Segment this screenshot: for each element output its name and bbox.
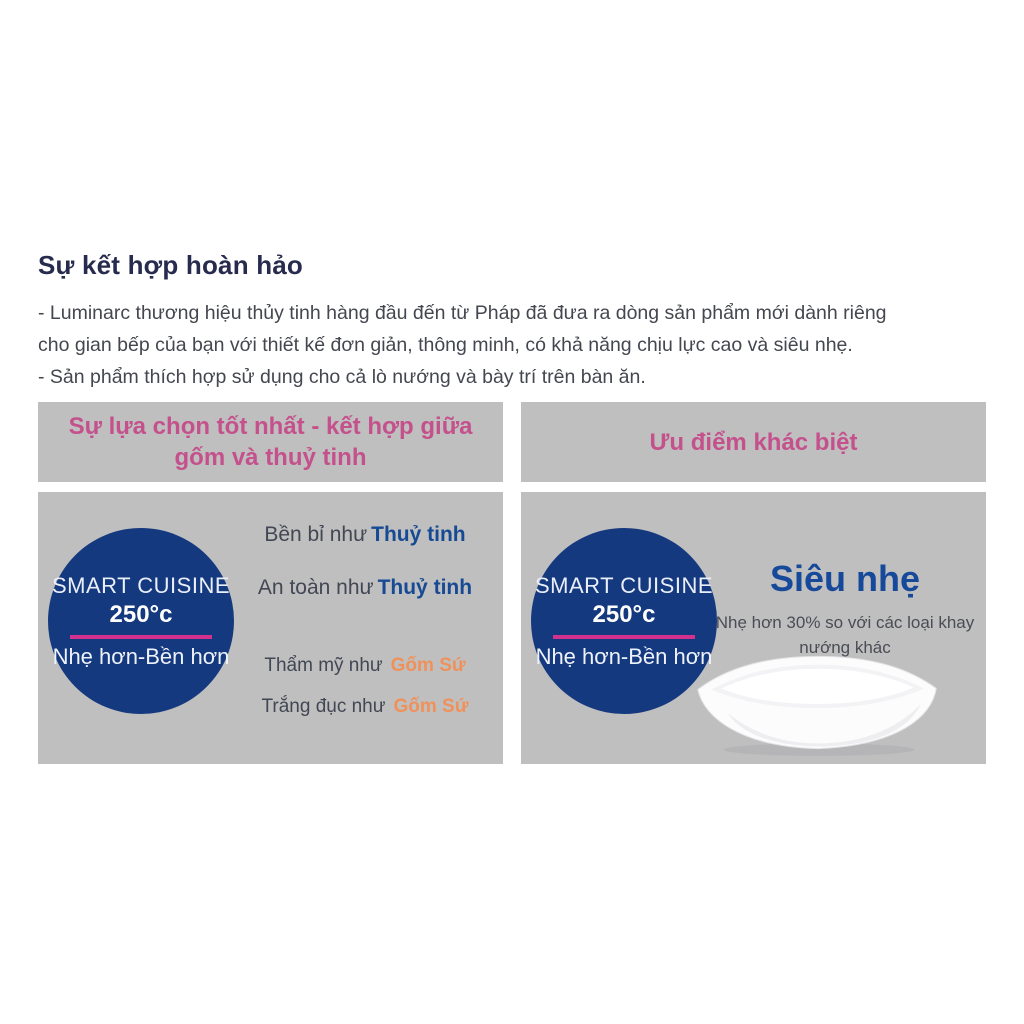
feature-prefix: Thẩm mỹ như: [264, 655, 383, 676]
badge-tagline: Nhẹ hơn-Bền hơn: [535, 643, 713, 669]
feature-prefix: An toàn như: [257, 576, 374, 599]
feature-safe: [234, 576, 496, 600]
feature-aesthetic: [234, 655, 496, 677]
right-panel-header-text: Ưu điểm khác biệt: [649, 428, 858, 456]
intro-line: - Luminarc thương hiệu thủy tinh hàng đầu đến từ Pháp đã đưa ra dòng sản phẩm mới dành riêng: [38, 302, 887, 324]
badge-temperature: 250°c: [109, 600, 173, 628]
feature-durable: [234, 523, 496, 547]
intro-line: cho gian bếp của bạn với thiết kế đơn giản, thông minh, có khả năng chịu lực cao và siêu nhẹ.: [38, 334, 853, 356]
badge-brand: SMART CUISINE: [51, 572, 231, 598]
badge-tagline: Nhẹ hơn-Bền hơn: [52, 643, 230, 669]
feature-prefix: Trắng đục như: [261, 696, 386, 717]
smart-cuisine-badge: [48, 528, 234, 714]
feature-prefix: Bền bỉ như: [264, 523, 368, 546]
right-panel-body: [521, 492, 986, 764]
right-panel-header: [521, 402, 986, 482]
feature-highlight: Gốm Sứ: [390, 655, 466, 676]
feature-highlight: Gốm Sứ: [393, 696, 469, 717]
intro-paragraph: [38, 297, 978, 393]
badge-divider: [70, 635, 212, 639]
badge-brand: SMART CUISINE: [534, 572, 714, 598]
lightweight-subtext: Nhẹ hơn 30% so với các loại khay nướng khác: [715, 613, 975, 657]
left-panel-body: [38, 492, 503, 764]
lightweight-headline: Siêu nhẹ: [769, 558, 921, 599]
badge-temperature: 250°c: [592, 600, 656, 628]
badge-divider: [553, 635, 695, 639]
feature-highlight: Thuỷ tinh: [371, 523, 466, 546]
baking-dish-image: [689, 647, 945, 759]
left-panel-header: [38, 402, 503, 482]
left-panel-header-text: Sự lựa chọn tốt nhất - kết hợp giữa gốm và thuỷ tinh: [68, 413, 473, 471]
feature-highlight: Thuỷ tinh: [377, 576, 473, 599]
page-title: Sự kết hợp hoàn hảo: [38, 250, 304, 280]
feature-opaque-white: [234, 696, 496, 718]
intro-line: - Sản phẩm thích hợp sử dụng cho cả lò nướng và bày trí trên bàn ăn.: [38, 366, 646, 388]
